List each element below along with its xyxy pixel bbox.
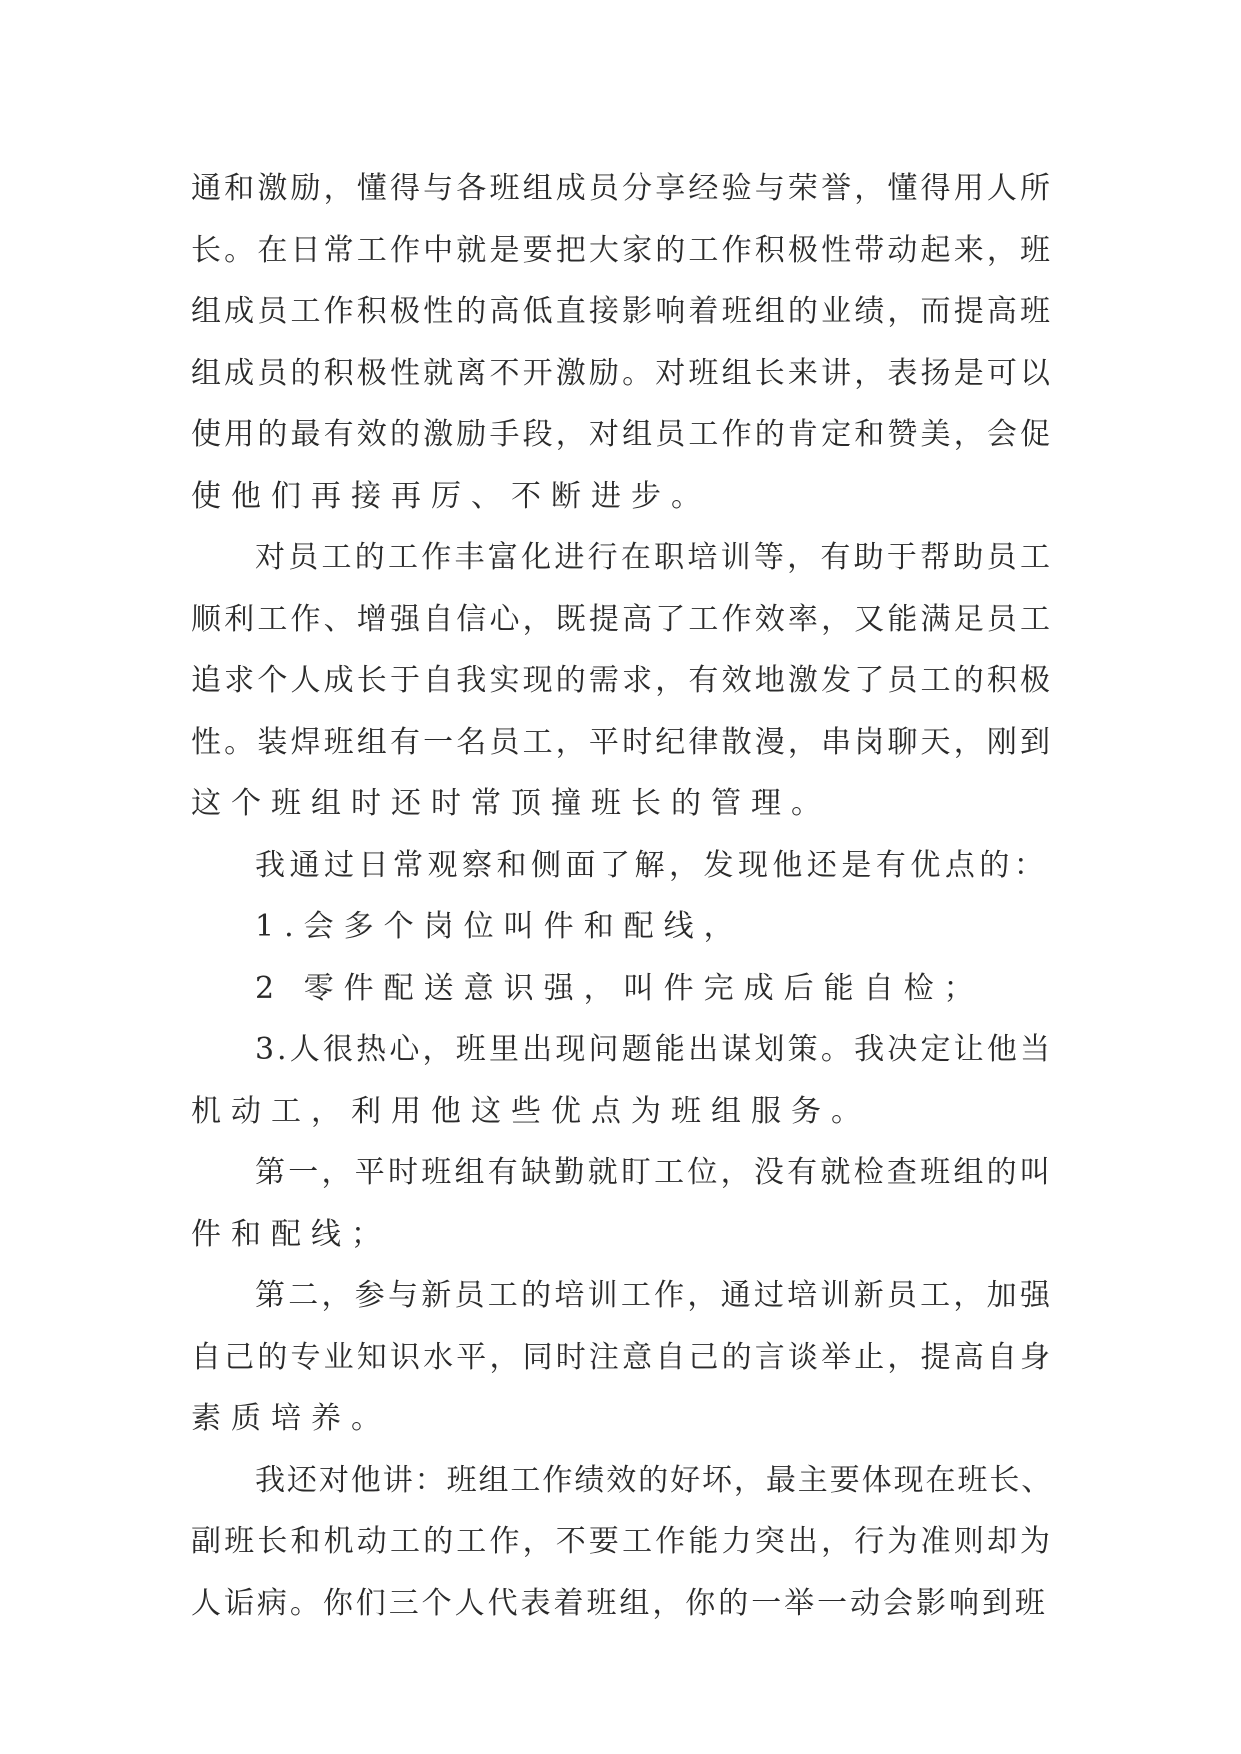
text-line: 追求个人成长于自我实现的需求，有效地激发了员工的积极	[191, 663, 1053, 698]
text-line: 第一，平时班组有缺勤就盯工位，没有就检查班组的叫	[255, 1155, 1053, 1190]
text-line: 使用的最有效的激励手段，对组员工作的肯定和赞美，会促	[191, 417, 1053, 452]
text-line: 组成员工作积极性的高低直接影响着班组的业绩，而提高班	[191, 294, 1053, 329]
text-line: 2 零件配送意识强，叫件完成后能自检；	[255, 970, 984, 1006]
text-line: 性。装焊班组有一名员工，平时纪律散漫，串岗聊天，刚到	[191, 724, 1053, 760]
text-line: 组成员的积极性就离不开激励。对班组长来讲，表扬是可以	[191, 355, 1053, 391]
paragraph	[191, 958, 1053, 1020]
text-line: 机动工，利用他这些优点为班组服务。	[191, 1093, 871, 1129]
text-line: 副班长和机动工的工作，不要工作能力突出，行为准则却为	[191, 1524, 1053, 1559]
text-line: 顺利工作、增强自信心，既提高了工作效率，又能满足员工	[191, 601, 1053, 637]
text-line: 自己的专业知识水平，同时注意自己的言谈举止，提高自身	[191, 1339, 1053, 1375]
text-line: 这个班组时还时常顶撞班长的管理。	[191, 786, 831, 821]
text-line: 我还对他讲：班组工作绩效的好坏，最主要体现在班长、	[255, 1462, 1053, 1498]
paragraph	[191, 896, 1053, 958]
paragraph	[191, 527, 1053, 835]
text-line: 件和配线；	[191, 1216, 391, 1252]
paragraph	[191, 835, 1053, 897]
text-line: 1.会多个岗位叫件和配线，	[255, 909, 744, 944]
paragraph	[191, 1142, 1053, 1265]
text-line: 第二，参与新员工的培训工作，通过培训新员工，加强	[255, 1278, 1053, 1313]
text-line: 3.人很热心，班里出现问题能出谋划策。我决定让他当	[255, 1032, 1053, 1067]
text-line: 我通过日常观察和侧面了解，发现他还是有优点的：	[255, 847, 1049, 883]
text-line: 对员工的工作丰富化进行在职培训等，有助于帮助员工	[255, 540, 1053, 575]
paragraph	[191, 1450, 1053, 1635]
text-line: 通和激励，懂得与各班组成员分享经验与荣誉，懂得用人所	[191, 171, 1053, 206]
text-line: 使他们再接再厉、不断进步。	[191, 478, 711, 514]
text-line: 长。在日常工作中就是要把大家的工作积极性带动起来，班	[191, 232, 1053, 268]
text-line: 素质培养。	[191, 1401, 391, 1436]
paragraph	[191, 1265, 1053, 1450]
text-line: 人诟病。你们三个人代表着班组，你的一举一动会影响到班	[191, 1585, 1048, 1621]
paragraph	[191, 158, 1053, 527]
paragraph	[191, 1019, 1053, 1142]
document-body	[191, 158, 1053, 1634]
